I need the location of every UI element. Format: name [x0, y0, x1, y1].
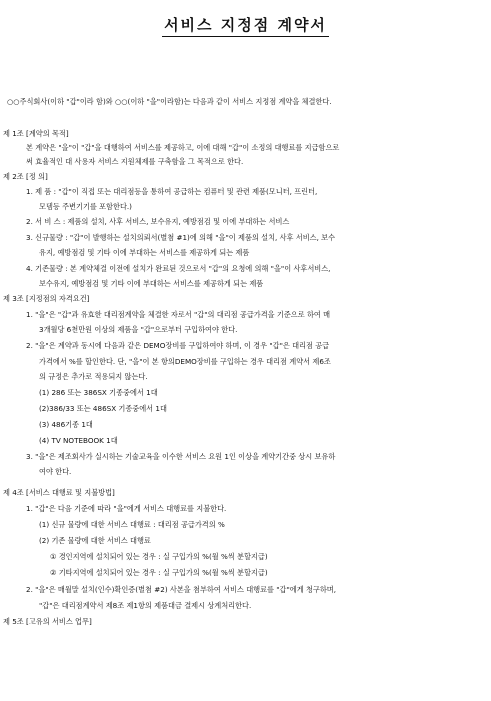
article-3-item: 2. "을"은 계약과 동시에 다음과 같은 DEMO장비를 구입하여야 하며, 이 경우 "갑"은 대리점 공급	[26, 341, 330, 350]
article-3-item: 1. "을"은 "갑"과 유효한 대리점계약을 체결한 자로서 "갑"의 대리점 공급가격을 기준으로 하여 매	[26, 310, 331, 319]
article-3-heading: 제 3조 [지정점의 자격요건]	[3, 294, 90, 303]
article-3-item-cont: 가격에서 %를 할인한다. 단, "을"이 본 항의DEMO장비를 구입하는 경우 대리점 계약서 제6조	[39, 357, 331, 366]
article-3-item-cont: 의 규정은 추가로 적용되지 않는다.	[39, 372, 148, 381]
article-2-item: 3. 신규물량 : "갑"이 발행하는 설치의뢰서(별첨 #1)에 의해 "을"이 제품의 설치, 사후 서비스, 보수	[26, 233, 336, 242]
article-4-subitem: (1) 신규 물량에 대한 서비스 대행료 : 대리점 공급가격의 %	[39, 520, 225, 529]
article-4-subitem: (2) 기존 물량에 대한 서비스 대행료	[39, 536, 151, 545]
article-4-item: 2. "을"은 매월말 설치(인수)확인증(별첨 #2) 사본을 첨부하여 서비스 대행료를 "갑"에게 청구하며,	[26, 585, 337, 594]
article-1-text-line: 본 계약은 "을"이 "갑"을 대행하여 서비스를 제공하고, 이에 대해 "갑"이 소정의 대행료를 지급함으로	[26, 143, 340, 152]
article-2-heading: 제 2조 [정 의]	[3, 172, 48, 181]
article-4-region-item: ② 기타지역에 설치되어 있는 경우 : 실 구입가의 %(월 %씩 분할지급)	[50, 568, 268, 577]
article-2-item-cont: 모뎀등 주변기기를 포함한다.)	[39, 202, 132, 211]
article-4-region-item: ① 경인지역에 설치되어 있는 경우 : 실 구입가의 %(월 %씩 분할지급)	[50, 552, 268, 561]
article-2-item-cont: 유지, 예방점검 및 기타 이에 부대하는 서비스를 제공하게 되는 제품	[39, 248, 250, 257]
article-1-text-line: 써 효율적인 대 사용자 서비스 지원체제를 구축함을 그 목적으로 한다.	[26, 157, 244, 166]
demo-equipment-item: (1) 286 또는 386SX 기종중에서 1대	[39, 388, 158, 397]
document-title	[0, 14, 491, 35]
article-2-item: 1. 제 품 : "갑"이 직접 또는 대리점등을 통하여 공급하는 컴퓨터 및 관련 제품(모니터, 프린터,	[26, 187, 318, 196]
article-2-item-cont: 보수유지, 예방점검 및 기타 이에 부대하는 서비스를 제공하게 되는 제품	[39, 279, 264, 288]
article-4-item-cont: "갑"은 대리점계약서 제8조 제1항의 제품대금 결제시 상계처리한다.	[39, 601, 252, 610]
article-4-heading: 제 4조 [서비스 대행료 및 지불방법]	[3, 488, 115, 497]
article-1-heading: 제 1조 [계약의 목적]	[3, 129, 69, 138]
intro-paragraph: ○○주식회사(이하 "갑"이라 함)와 ○○(이하 "을"이라함)는 다음과 같이 서비스 지정점 계약을 체결한다.	[7, 97, 332, 106]
demo-equipment-item: (3) 486기종 1대	[39, 420, 93, 429]
demo-equipment-item: (2)386/33 또는 486SX 기종중에서 1대	[39, 404, 167, 413]
article-3-item-cont: 여야 한다.	[39, 467, 72, 476]
demo-equipment-item: (4) TV NOTEBOOK 1대	[39, 436, 118, 445]
article-4-item: 1. "갑"은 다음 기준에 따라 "을"에게 서비스 대행료를 지불한다.	[26, 504, 227, 513]
article-2-item: 4. 기존물량 : 본 계약체결 이전에 설치가 완료된 것으로서 "갑"의 요청에 의해 "을"이 사후서비스,	[26, 264, 331, 273]
document-title-text: 서비스 지정점 계약서	[162, 16, 329, 37]
article-2-item: 2. 서 비 스 : 제품의 설치, 사후 서비스, 보수유지, 예방점검 및 이에 부대하는 서비스	[26, 217, 290, 226]
article-5-heading: 제 5조 [고유의 서비스 업무]	[3, 617, 92, 626]
article-3-item: 3. "을"은 제조회사가 실시하는 기술교육을 이수한 서비스 요원 1인 이상을 계약기간중 상시 보유하	[26, 452, 336, 461]
article-3-item-cont: 3개월당 6천만원 이상의 제품을 "갑"으로부터 구입하여야 한다.	[39, 325, 238, 334]
